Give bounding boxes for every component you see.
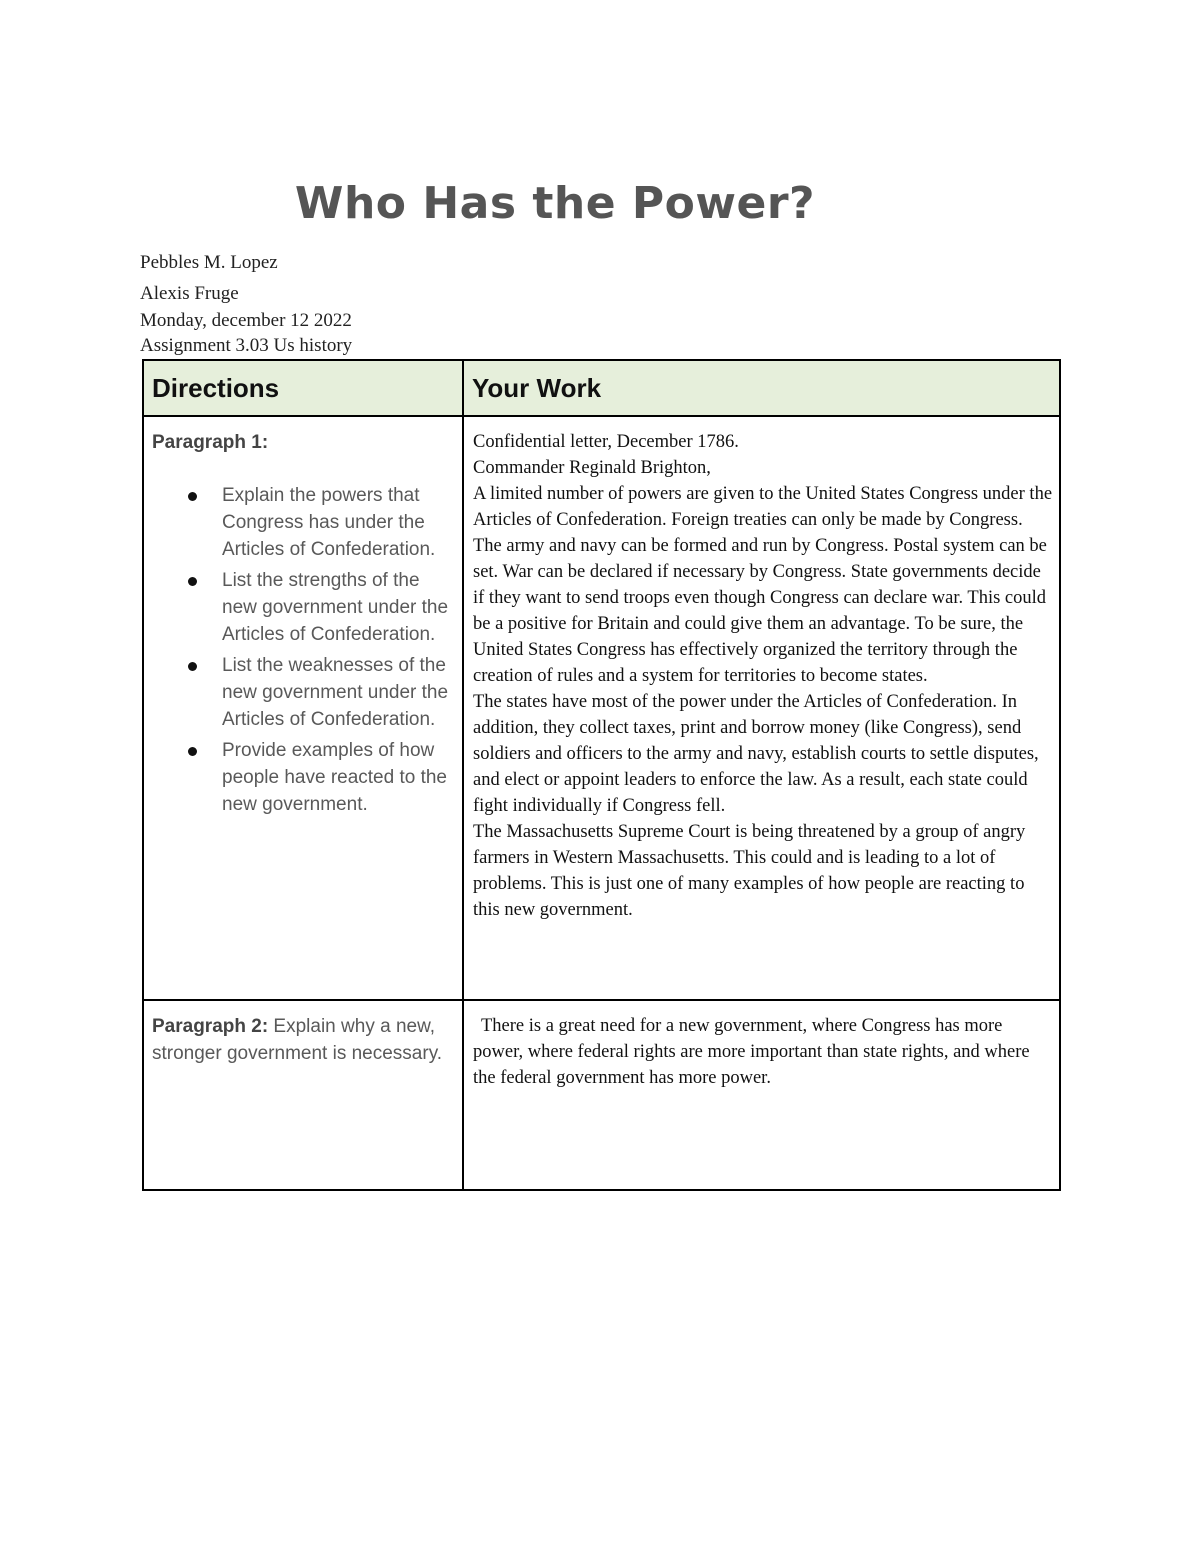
table-row <box>143 416 1060 1000</box>
direction-text: List the weaknesses of the new government under the Articles of Confederation. <box>222 655 449 730</box>
bullet-icon <box>188 577 197 586</box>
work-paragraph: The Massachusetts Supreme Court is being threatened by a group of angry farmers in Western Massachusetts. This could and is leading to a lot of problems. This is just one of many examples of how people are reacting to this new government. <box>473 822 1026 920</box>
direction-text: List the strengths of the new government under the Articles of Confederation. <box>222 570 449 645</box>
assignment-table <box>142 359 1061 1191</box>
work-paragraph: A limited number of powers are given to the United States Congress under the Articles of Confederation. Foreign treaties can only be made by Congress. The army and navy can be formed and run by Congress. Postal system can be set. War can be declared if necessary by Congress. State governments decide if they want to send troops even though Congress can declare war. This could be a positive for Britain and could give them an advantage. To be sure, the United States Congress has effectively organized the territory through the creation of rules and a system for territories to become states. <box>473 484 1053 686</box>
paragraph-2-directions <box>143 1000 463 1190</box>
page-title: Who Has the Power? <box>294 178 816 229</box>
your-work-header: Your Work <box>463 360 1060 416</box>
letter-salutation: Commander Reginald Brighton, <box>473 458 711 478</box>
paragraph-1-directions <box>143 416 463 1000</box>
paragraph-1-label: Paragraph 1: <box>152 432 269 453</box>
bullet-icon <box>188 747 197 756</box>
bullet-icon <box>188 492 197 501</box>
directions-header: Directions <box>143 360 463 416</box>
paragraph-2-label: Paragraph 2: <box>152 1016 269 1037</box>
letter-heading: Confidential letter, December 1786. <box>473 432 739 452</box>
table-row <box>143 1000 1060 1190</box>
list-item <box>222 567 456 648</box>
teacher-name: Alexis Fruge <box>140 283 239 304</box>
paragraph-2-work <box>463 1000 1060 1190</box>
paragraph-1-work <box>463 416 1060 1000</box>
table-header-row <box>143 360 1060 416</box>
assignment-title: Assignment 3.03 Us history <box>140 335 353 356</box>
assignment-date: Monday, december 12 2022 <box>140 310 352 331</box>
work-paragraph: The states have most of the power under the Articles of Confederation. In addition, they collect taxes, print and borrow money (like Congress), send soldiers and officers to the army and navy, establish courts to settle disputes, and elect or appoint leaders to enforce the law. As a result, each state could fight individually if Congress fell. <box>473 692 1039 816</box>
bullet-icon <box>188 662 197 671</box>
direction-text: Explain why a new, stronger government is necessary. <box>152 1016 443 1064</box>
list-item <box>222 652 456 733</box>
directions-list <box>152 482 456 818</box>
direction-text: Provide examples of how people have reacted to the new government. <box>222 740 448 815</box>
student-name: Pebbles M. Lopez <box>140 252 278 273</box>
list-item <box>222 482 456 563</box>
work-paragraph: There is a great need for a new government, where Congress has more power, where federal rights are more important than state rights, and where the federal government has more power. <box>473 1016 1030 1088</box>
direction-text: Explain the powers that Congress has under the Articles of Confederation. <box>222 485 436 560</box>
list-item <box>222 737 456 818</box>
